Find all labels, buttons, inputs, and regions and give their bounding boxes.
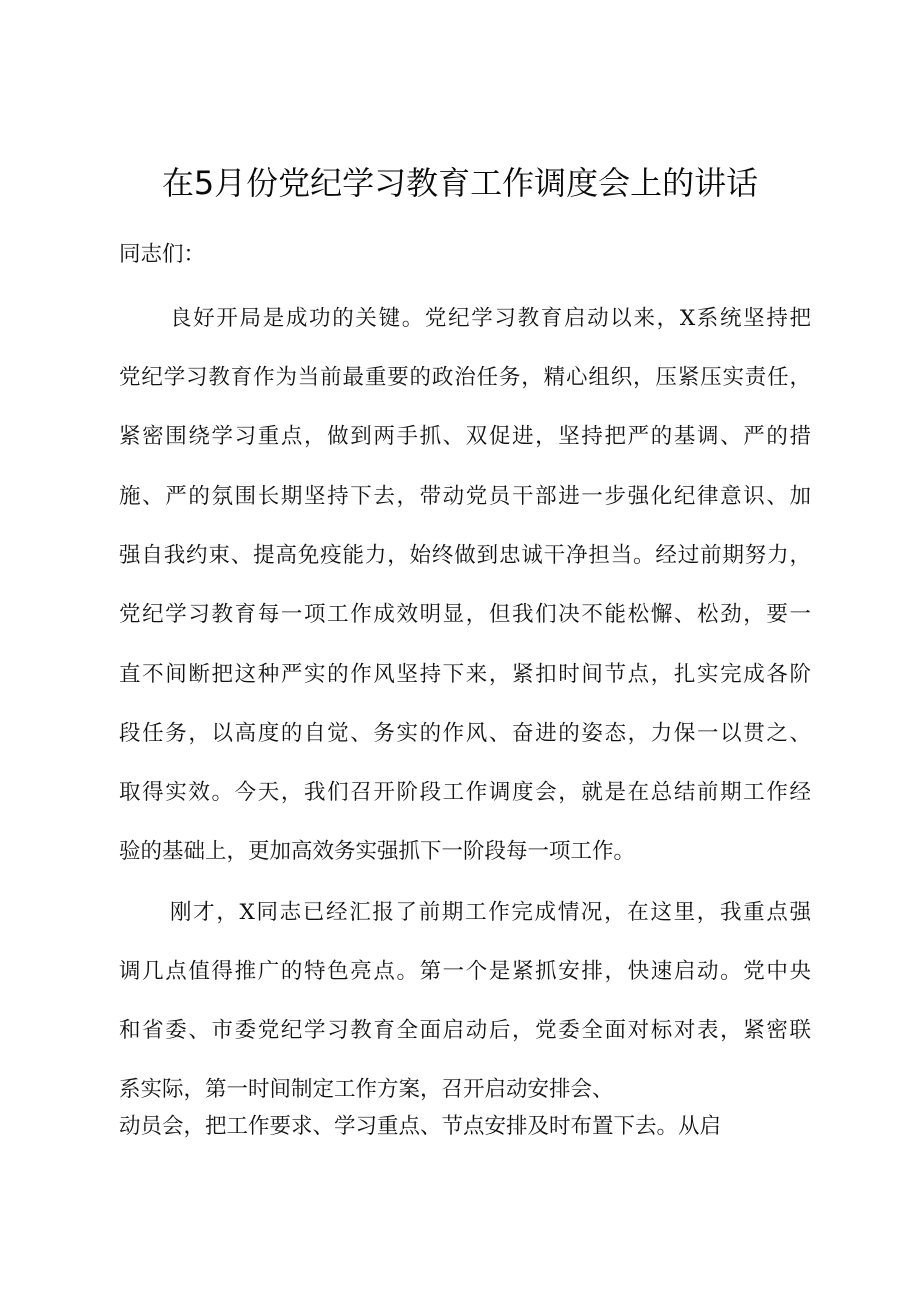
text-line: 调几点值得推广的特色亮点。第一个是紧抓安排，快速启动。党中央 [119, 959, 811, 984]
text-line: 和省委、市委党纪学习教育全面启动后，党委全面对标对表，紧密联 [119, 1018, 811, 1043]
text-line: 强自我约束、提高免疫能力，始终做到忠诚干净担当。经过前期努力， [119, 543, 811, 568]
document-title: 在5月份党纪学习教育工作调度会上的讲话 [161, 164, 759, 202]
text-line: 段任务，以高度的自觉、务实的作风、奋进的姿态，力保一以贯之、 [119, 721, 811, 746]
text-line: 党纪学习教育作为当前最重要的政治任务，精心组织，压紧压实责任， [119, 365, 811, 390]
text-line: 动员会，把工作要求、学习重点、节点安排及时布置下去。从启 [119, 1114, 722, 1139]
text-line: 党纪学习教育每一项工作成效明显，但我们决不能松懈、松劲，要一 [119, 602, 811, 627]
text-line: 取得实效。今天，我们召开阶段工作调度会，就是在总结前期工作经 [119, 780, 811, 805]
text-line: 刚才，X同志已经汇报了前期工作完成情况，在这里，我重点强 [170, 900, 811, 925]
text-line: 直不间断把这种严实的作风坚持下来，紧扣时间节点，扎实完成各阶 [119, 662, 811, 687]
text-line: 验的基础上，更加高效务实强抓下一阶段每一项工作。 [119, 839, 636, 864]
salutation: 同志们： [119, 242, 206, 267]
text-line: 紧密围绕学习重点，做到两手抓、双促进，坚持把严的基调、严的措 [119, 424, 811, 449]
text-line: 良好开局是成功的关键。党纪学习教育启动以来，X系统坚持把 [170, 306, 811, 331]
text-line: 施、严的氛围长期坚持下去，带动党员干部进一步强化纪律意识、加 [119, 484, 811, 509]
text-line: 系实际，第一时间制定工作方案，召开启动安排会、 [119, 1077, 614, 1102]
